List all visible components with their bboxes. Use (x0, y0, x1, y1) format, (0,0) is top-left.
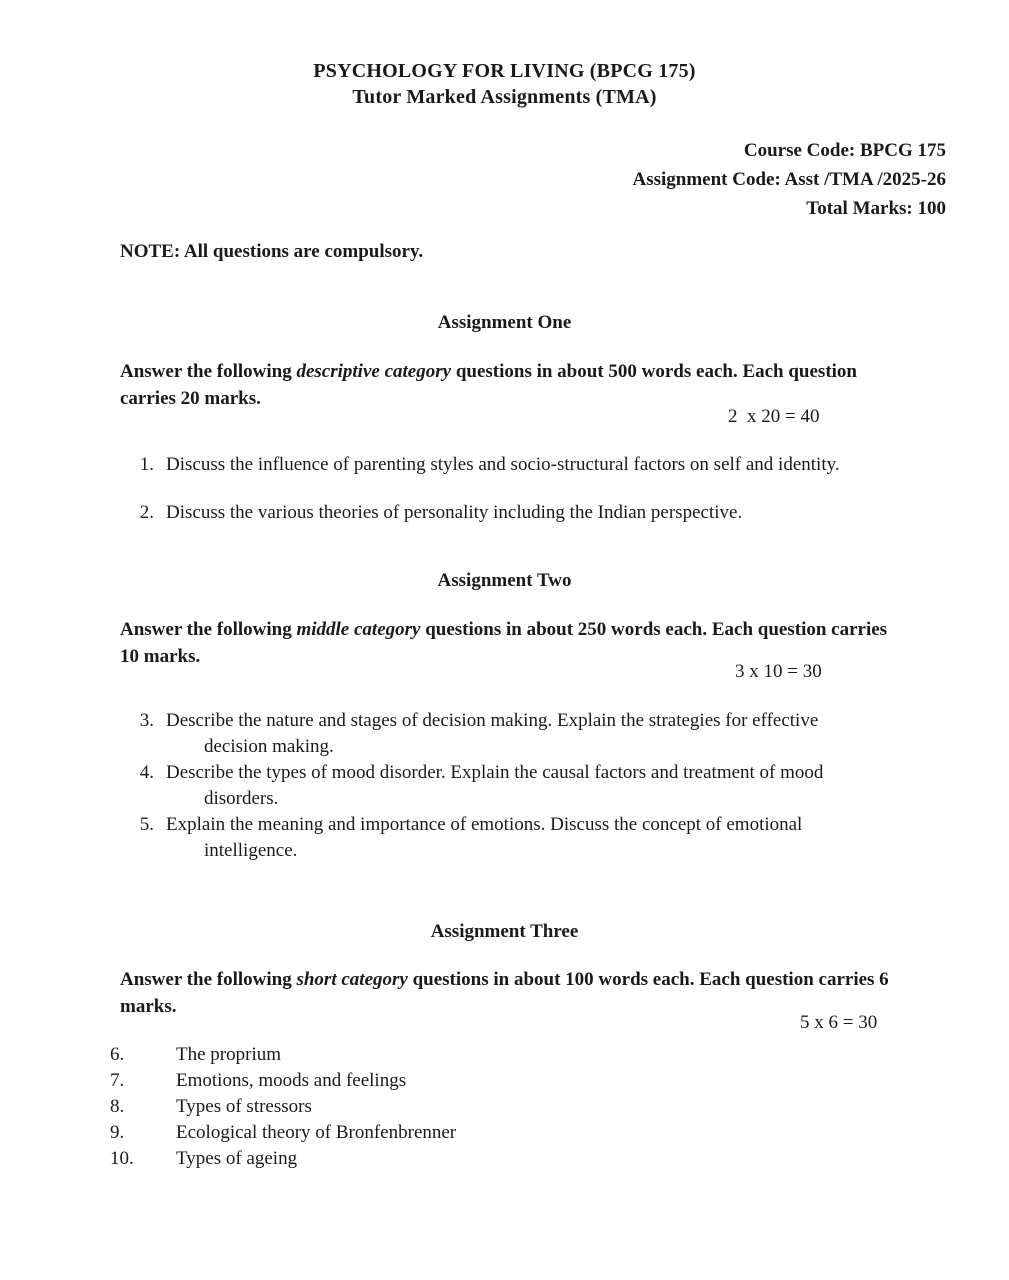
question-number: 9. (110, 1122, 125, 1143)
question-text-line-1: Describe the nature and stages of decision making. Explain the strategies for effective (166, 710, 819, 731)
question-number: 3. (139, 710, 154, 731)
question-text (166, 812, 802, 864)
question-text-line-2: disorders. (204, 788, 279, 809)
instruction-three-post: questions in about 100 words each. Each question carries 6 marks. (120, 969, 889, 1017)
instruction-two-category: middle category (296, 619, 421, 640)
question-text-line-1: Describe the types of mood disorder. Explain the causal factors and treatment of mood (166, 762, 824, 783)
question-text: Ecological theory of Bronfenbrenner (176, 1122, 457, 1143)
total-marks: Total Marks: 100 (806, 198, 946, 219)
question-text: Emotions, moods and feelings (176, 1070, 407, 1091)
question-item (120, 500, 910, 526)
question-number: 5. (139, 814, 154, 835)
question-text: Types of stressors (176, 1096, 312, 1117)
question-number: 4. (139, 762, 154, 783)
question-list-assignment-one (120, 452, 910, 548)
question-text-line-2: decision making. (204, 736, 334, 757)
question-text-line-2: intelligence. (204, 840, 298, 861)
document-title-line-1: PSYCHOLOGY FOR LIVING (BPCG 175) (313, 60, 696, 82)
instruction-three-pre: Answer the following (120, 969, 297, 990)
list-item (110, 1120, 900, 1146)
question-text (166, 708, 818, 760)
assignment-code: Assignment Code: Asst /TMA /2025-26 (632, 169, 946, 190)
list-item (110, 1068, 900, 1094)
question-number: 1. (139, 454, 154, 475)
question-list-assignment-two (120, 708, 910, 864)
question-number: 2. (139, 502, 154, 523)
instruction-one-post: questions in about 500 words each. Each question carries 20 marks. (120, 361, 858, 409)
section-heading-assignment-three: Assignment Three (430, 921, 579, 942)
compulsory-note: NOTE: All questions are compulsory. (120, 241, 424, 262)
list-item (110, 1094, 900, 1120)
instruction-two-post: questions in about 250 words each. Each question carries 10 marks. (120, 619, 888, 667)
course-meta-block (632, 136, 946, 223)
question-text: Types of ageing (176, 1148, 298, 1169)
list-item (110, 1146, 900, 1172)
question-item (120, 708, 910, 760)
question-text-line-1: Explain the meaning and importance of emotions. Discuss the concept of emotional (166, 814, 803, 835)
section-heading-assignment-two: Assignment Two (437, 570, 572, 591)
question-text: Discuss the influence of parenting styles and socio-structural factors on self and identity. (166, 454, 840, 475)
question-item (120, 452, 910, 478)
question-text (166, 760, 823, 812)
instruction-assignment-three (120, 966, 890, 1020)
document-title-line-2: Tutor Marked Assignments (TMA) (352, 86, 657, 108)
question-text: Discuss the various theories of personality including the Indian perspective. (166, 502, 743, 523)
question-number: 6. (110, 1044, 125, 1065)
question-text: The proprium (176, 1044, 282, 1065)
question-item (120, 760, 910, 812)
instruction-one-category: descriptive category (296, 361, 452, 382)
question-number: 7. (110, 1070, 125, 1091)
question-item (120, 812, 910, 864)
document-title (0, 58, 1009, 110)
question-list-assignment-three (110, 1042, 900, 1172)
instruction-one-pre: Answer the following (120, 361, 297, 382)
question-number: 8. (110, 1096, 125, 1117)
question-number: 10. (110, 1148, 134, 1169)
marks-assignment-one: 2 x 20 = 40 (728, 406, 820, 427)
course-code: Course Code: BPCG 175 (743, 140, 946, 161)
marks-assignment-two: 3 x 10 = 30 (735, 661, 822, 682)
list-item (110, 1042, 900, 1068)
instruction-two-pre: Answer the following (120, 619, 297, 640)
section-heading-assignment-one: Assignment One (437, 312, 572, 333)
instruction-three-category: short category (296, 969, 408, 990)
instruction-assignment-one (120, 358, 890, 412)
marks-assignment-three: 5 x 6 = 30 (800, 1012, 878, 1033)
